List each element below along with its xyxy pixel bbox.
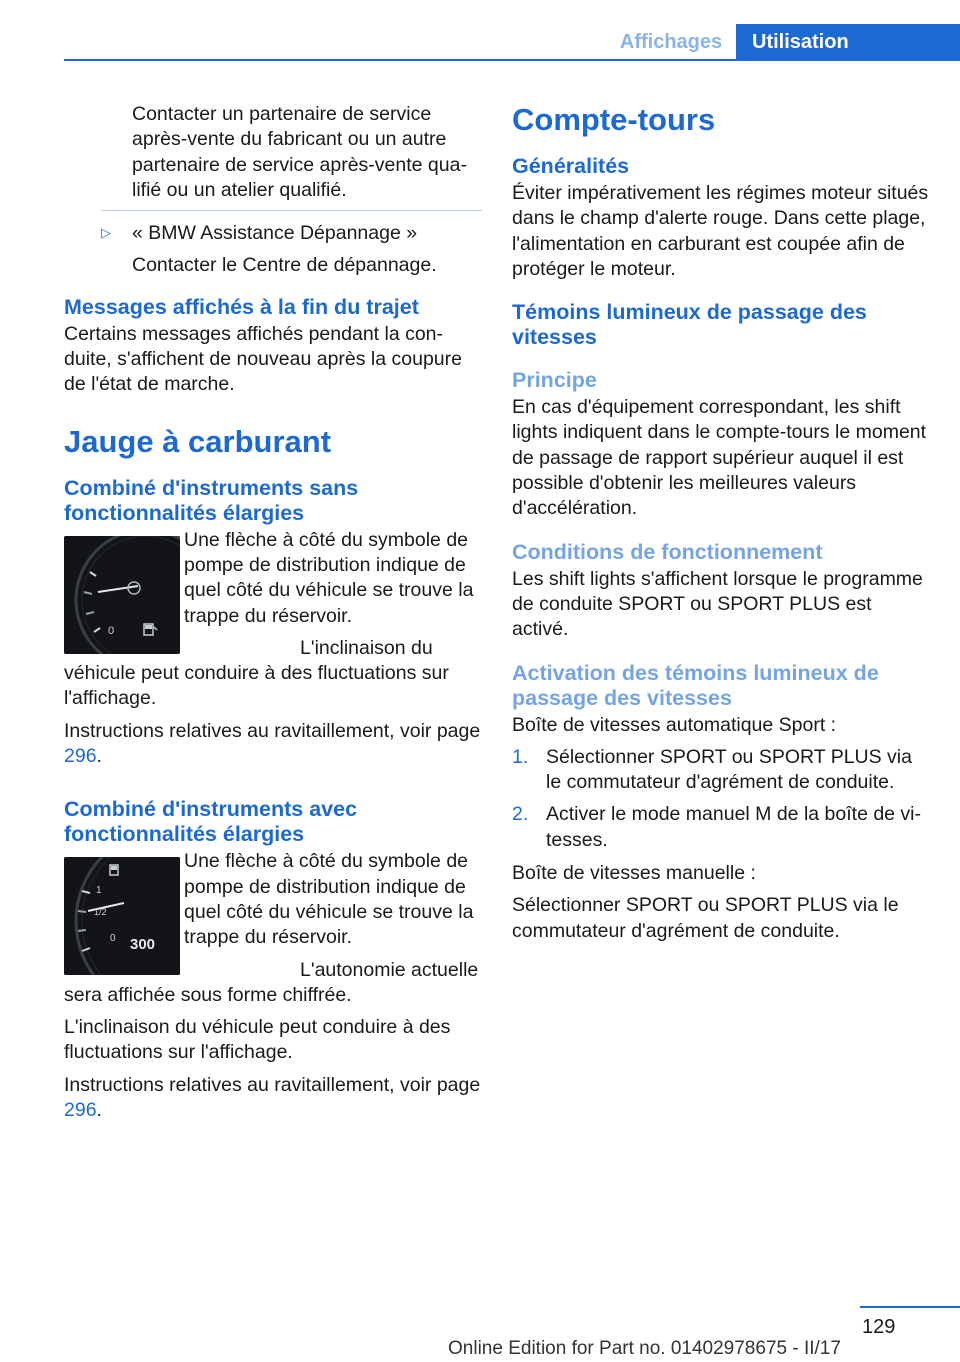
- page-link-296-2[interactable]: 296: [64, 1099, 97, 1122]
- figure-block-2: [64, 849, 482, 1015]
- refuel-end-1: .: [96, 745, 102, 768]
- figure-2-caption: Une flèche à côté du symbole de pompe de distribution indique de quel côté du véhicule se trouve la trappe du réservoir.: [184, 850, 474, 949]
- manual-gearbox-text: Sélectionner SPORT ou SPORT PLUS via le commutateur d'agrément de conduite.: [512, 894, 899, 942]
- fuel-gauge-image: [64, 536, 180, 654]
- bullet-label: « BMW Assistance Dépannage »: [132, 222, 418, 245]
- automatic-gearbox-label: Boîte de vitesses automatique Sport :: [512, 713, 837, 736]
- messages-heading: Messages affichés à la fin du trajet: [64, 294, 419, 319]
- fuel-gauge-extended-image: [64, 857, 180, 975]
- activation-heading: Activation des témoins lumineux de passage des vitesses: [512, 660, 879, 710]
- gauge-half-label: 1/2: [94, 907, 107, 918]
- step-number: 2.: [512, 803, 529, 826]
- gauge-empty-label: 0: [110, 933, 116, 945]
- step-text: Sélectionner SPORT ou SPORT PLUS via le commutateur d'agrément de conduite.: [546, 745, 912, 794]
- tilt-note-2: L'inclinaison du véhicule peut conduire à des fluctuations sur l'affichage.: [64, 1016, 451, 1064]
- continued-text: Contacter un partenaire de service après-vente du fabricant ou un autre partenaire de service après-vente qualifié ou un atelier qualifié.: [132, 103, 467, 201]
- list-item: [512, 745, 932, 796]
- list-separator: [101, 210, 482, 211]
- page-number: 129: [862, 1316, 896, 1338]
- subheading-without-extended: Combiné d'instruments sans fonctionnalités élargies: [64, 475, 359, 525]
- tab-utilisation[interactable]: Utilisation: [736, 24, 960, 61]
- tab-affichages[interactable]: Affichages: [619, 31, 723, 53]
- edition-footer: Online Edition for Part no. 01402978675 - II/17: [448, 1338, 841, 1359]
- refuel-end-2: .: [96, 1099, 102, 1122]
- range-note: L'autonomie actuelle sera affichée sous forme chiffrée.: [64, 958, 479, 1006]
- conditions-heading: Conditions de fonctionnement: [512, 539, 823, 564]
- manual-gearbox-label: Boîte de vitesses manuelle :: [512, 862, 756, 885]
- step-number: 1.: [512, 745, 529, 768]
- bullet-description: Contacter le Centre de dépannage.: [132, 254, 437, 277]
- figure-block-1: [64, 528, 482, 719]
- figure-1-caption: Une flèche à côté du symbole de pompe de distribution indique de quel côté du véhicule se trouve la trappe du réservoir.: [184, 528, 474, 627]
- refuel-text-1: Instructions relatives au ravitaillement, voir page: [64, 719, 481, 742]
- gauge-zero-label: 0: [108, 624, 115, 637]
- shift-lights-heading: Témoins lumineux de passage des vitesses: [512, 300, 867, 350]
- refuel-instructions-2: [64, 1073, 482, 1124]
- general-text: Éviter impérativement les régimes moteur situés dans le champ d'alerte rouge. Dans cette plage, l'alimentation en carburant est coupée afin de protéger le moteur.: [512, 182, 929, 280]
- refuel-text-2: Instructions relatives au ravitaillement, voir page: [64, 1073, 481, 1096]
- gauge-range-label: 300: [130, 936, 156, 954]
- section-title-tachometer: Compte-tours: [512, 102, 716, 137]
- refuel-instructions-1: [64, 719, 482, 770]
- principle-heading: Principe: [512, 368, 597, 393]
- step-text: Activer le mode manuel M de la boîte de vitesses.: [546, 803, 922, 851]
- list-item: [64, 221, 482, 279]
- header-rule: [64, 59, 960, 61]
- fuel-gauge-graphic: [64, 536, 180, 654]
- list-item: [512, 802, 932, 853]
- fuel-gauge-extended-graphic: [64, 857, 180, 975]
- conditions-text: Les shift lights s'affichent lorsque le programme de conduite SPORT ou SPORT PLUS est activé.: [512, 567, 923, 641]
- gauge-full-label: 1: [96, 885, 102, 897]
- page-link-296[interactable]: 296: [64, 745, 97, 768]
- right-column: [512, 102, 932, 951]
- footer-rule: [860, 1306, 960, 1308]
- general-heading: Généralités: [512, 154, 630, 178]
- tilt-note-1: L'inclinaison du véhicule peut conduire à des fluctuations sur l'affichage.: [64, 636, 449, 710]
- arrow-bullet-icon: ▷: [101, 225, 111, 241]
- left-column: [64, 102, 482, 1130]
- messages-text: Certains messages affichés pendant la conduite, s'affichent de nouveau après la coupure de l'état de marche.: [64, 322, 462, 396]
- section-title-fuel-gauge: Jauge à carburant: [64, 423, 332, 459]
- activation-steps: [512, 745, 932, 853]
- subheading-with-extended: Combiné d'instruments avec fonctionnalités élargies: [64, 797, 358, 847]
- principle-text: En cas d'équipement correspondant, les shift lights indiquent dans le compte-tours le moment de passage de rapport supérieur auquel il est possible d'obtenir les meilleures valeurs d'accélération.: [512, 396, 927, 520]
